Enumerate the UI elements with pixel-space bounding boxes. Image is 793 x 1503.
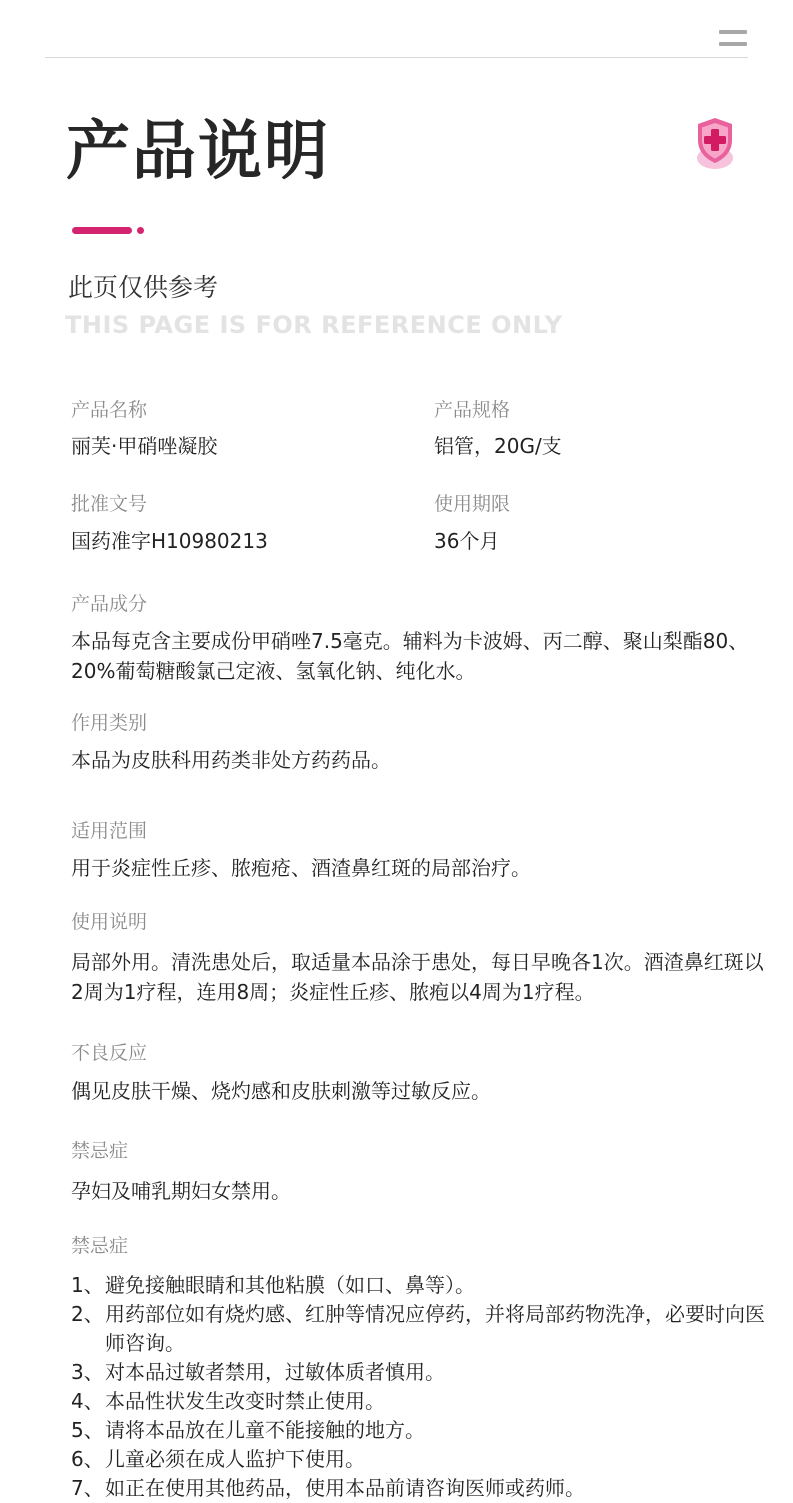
list-item-text: 用药部位如有烧灼感、红肿等情况应停药，并将局部药物洗净，必要时向医师咨询。 [105, 1302, 765, 1355]
approval-number-label: 批准文号 [71, 493, 148, 515]
list-item [71, 1300, 771, 1358]
list-item-number: 1、 [71, 1273, 104, 1297]
list-item-text: 如正在使用其他药品，使用本品前请咨询医师或药师。 [105, 1476, 585, 1500]
shelf-life-value: 36个月 [434, 529, 500, 553]
precautions-label: 禁忌症 [71, 1235, 129, 1257]
list-item-number: 2、 [71, 1302, 104, 1326]
list-item-text: 避免接触眼睛和其他粘膜（如口、鼻等）。 [105, 1273, 475, 1297]
contraindications-text: 孕妇及哺乳期妇女禁用。 [71, 1179, 291, 1203]
accent-bar [72, 227, 132, 234]
product-spec-value: 铝管，20G/支 [434, 434, 562, 458]
precautions-list [71, 1271, 771, 1503]
accent-dot [137, 227, 144, 234]
list-item-number: 3、 [71, 1360, 104, 1384]
list-item [71, 1271, 771, 1300]
list-item-text: 儿童必须在成人监护下使用。 [105, 1447, 365, 1471]
usage-text: 局部外用。清洗患处后，取适量本品涂于患处，每日早晚各1次。酒渣鼻红斑以2周为1疗程，连用8周；炎症性丘疹、脓疱以4周为1疗程。 [71, 950, 764, 1004]
ingredients-label: 产品成分 [71, 593, 148, 615]
category-text: 本品为皮肤科用药类非处方药药品。 [71, 748, 391, 772]
reference-note-en: THIS PAGE IS FOR REFERENCE ONLY [65, 311, 563, 339]
product-name-value: 丽芙·甲硝唑凝胶 [71, 434, 218, 458]
indications-text: 用于炎症性丘疹、脓疱疮、酒渣鼻红斑的局部治疗。 [71, 856, 531, 880]
product-name-label: 产品名称 [71, 399, 148, 421]
reference-note-cn: 此页仅供参考 [68, 273, 219, 302]
adverse-reactions-label: 不良反应 [71, 1042, 148, 1064]
list-item [71, 1416, 771, 1445]
medical-shield-cross-icon [693, 114, 737, 172]
usage-label: 使用说明 [71, 911, 148, 933]
list-item [71, 1445, 771, 1474]
indications-label: 适用范围 [71, 820, 148, 842]
list-item-text: 对本品过敏者禁用，过敏体质者慎用。 [105, 1360, 445, 1384]
approval-number-value: 国药准字H10980213 [71, 529, 268, 553]
top-divider [45, 57, 748, 58]
list-item [71, 1358, 771, 1387]
category-label: 作用类别 [71, 712, 148, 734]
list-item-text: 本品性状发生改变时禁止使用。 [105, 1389, 385, 1413]
shelf-life-label: 使用期限 [434, 493, 511, 515]
list-item-number: 6、 [71, 1447, 104, 1471]
list-item [71, 1474, 771, 1503]
list-item-number: 7、 [71, 1476, 104, 1500]
product-spec-label: 产品规格 [434, 399, 511, 421]
list-item-number: 4、 [71, 1389, 104, 1413]
menu-icon[interactable] [719, 30, 747, 46]
adverse-reactions-text: 偶见皮肤干燥、烧灼感和皮肤刺激等过敏反应。 [71, 1079, 491, 1103]
contraindications-label: 禁忌症 [71, 1140, 129, 1162]
list-item-number: 5、 [71, 1418, 104, 1442]
page-title: 产品说明 [66, 115, 330, 189]
list-item-text: 请将本品放在儿童不能接触的地方。 [105, 1418, 425, 1442]
list-item [71, 1387, 771, 1416]
ingredients-text: 本品每克含主要成份甲硝唑7.5毫克。辅料为卡波姆、丙二醇、聚山梨酯80、20%葡萄糖酸氯己定液、氢氧化钠、纯化水。 [71, 629, 749, 683]
